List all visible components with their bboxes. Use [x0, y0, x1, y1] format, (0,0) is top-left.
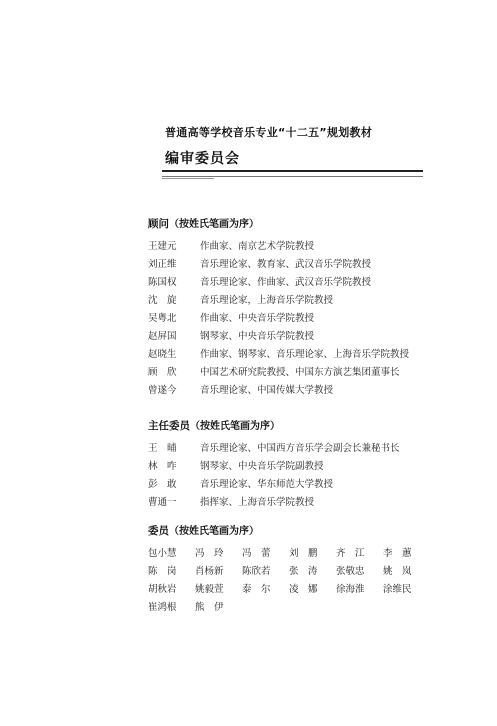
advisor-name: 刘正维	[148, 259, 177, 270]
member-row	[148, 563, 430, 577]
member-row	[148, 581, 430, 595]
member-name: 陈欣若	[242, 566, 271, 577]
directors-heading-note: （按姓氏笔画为序）	[190, 421, 280, 432]
directors-heading	[148, 417, 280, 433]
member-name: 刘 鹏	[289, 548, 318, 559]
member-name: 姚 岚	[383, 566, 412, 577]
advisor-role: 音乐理论家、教育家、武汉音乐学院教授	[200, 259, 372, 270]
directors-heading-text: 主任委员	[148, 420, 190, 432]
advisor-row	[148, 274, 371, 288]
series-title: 普通高等学校音乐专业“十二五”规划教材	[165, 126, 373, 139]
director-row	[148, 440, 400, 454]
advisors-heading-note: （按姓氏笔画为序）	[169, 219, 259, 230]
member-name: 泰 尔	[242, 584, 271, 595]
advisor-name: 吴粤北	[148, 313, 177, 324]
director-role: 钢琴家、中央音乐学院副教授	[200, 461, 324, 472]
member-name: 冯 玲	[195, 548, 224, 559]
member-row	[148, 599, 242, 613]
advisor-row	[148, 256, 371, 270]
advisor-name: 赵屏国	[148, 331, 177, 342]
advisor-name: 陈国权	[148, 277, 177, 288]
title-rule-thin	[162, 176, 423, 177]
advisor-role: 作曲家、南京艺术学院教授	[200, 241, 315, 252]
advisor-row	[148, 346, 409, 360]
members-heading	[148, 522, 259, 538]
member-name: 徐海淮	[336, 584, 365, 595]
member-name: 涂维民	[383, 584, 412, 595]
advisor-role: 音乐理论家，上海音乐学院教授	[200, 295, 334, 306]
advisor-name: 曾遂今	[148, 385, 177, 396]
advisor-row	[148, 364, 400, 378]
member-name: 胡秋岩	[148, 584, 177, 595]
member-name: 崔鸿根	[148, 602, 177, 613]
director-name: 王 晡	[148, 443, 177, 454]
member-name: 凌 娜	[289, 584, 318, 595]
advisor-role: 钢琴家、中央音乐学院教授	[200, 331, 315, 342]
member-row	[148, 545, 430, 559]
advisor-name: 赵晓生	[148, 349, 177, 360]
advisor-role: 作曲家、中央音乐学院教授	[200, 313, 315, 324]
advisor-row	[148, 238, 314, 252]
members-heading-text: 委员	[148, 525, 169, 537]
director-row	[148, 458, 324, 472]
director-name: 林 咋	[148, 461, 177, 472]
title-rule-thick	[162, 170, 423, 172]
member-name: 陈 岗	[148, 566, 177, 577]
director-row	[148, 476, 333, 490]
member-name: 肖杨新	[195, 566, 224, 577]
member-name: 包小慧	[148, 548, 177, 559]
advisor-role: 作曲家、钢琴家、音乐理论家、上海音乐学院教授	[200, 349, 410, 360]
director-role: 音乐理论家、中国西方音乐学会副会长兼秘书长	[200, 443, 400, 454]
member-name: 张敬忠	[336, 566, 365, 577]
member-name: 冯 蕾	[242, 548, 271, 559]
advisor-row	[148, 310, 314, 324]
title-rule-short	[162, 178, 214, 179]
advisors-heading	[148, 215, 259, 231]
director-role: 指挥家、上海音乐学院教授	[200, 497, 315, 508]
director-name: 曹通一	[148, 497, 177, 508]
member-name: 熊 伊	[195, 602, 224, 613]
director-row	[148, 494, 314, 508]
director-name: 彭 敢	[148, 479, 177, 490]
advisor-row	[148, 328, 314, 342]
committee-title: 编审委员会	[165, 151, 240, 167]
advisor-role: 音乐理论家、中国传媒大学教授	[200, 385, 334, 396]
advisor-role: 音乐理论家、作曲家、武汉音乐学院教授	[200, 277, 372, 288]
member-name: 姚毅萱	[195, 584, 224, 595]
director-role: 音乐理论家、华东师范大学教授	[200, 479, 334, 490]
advisor-row	[148, 292, 333, 306]
advisor-name: 顾 欣	[148, 367, 177, 378]
advisor-role: 中国艺术研究院教授、中国东方演艺集团董事长	[200, 367, 400, 378]
members-heading-note: （按姓氏笔画为序）	[169, 526, 259, 537]
advisors-heading-text: 顾问	[148, 218, 169, 230]
member-name: 李 蕙	[383, 548, 412, 559]
member-name: 齐 江	[336, 548, 365, 559]
member-name: 张 涛	[289, 566, 318, 577]
advisor-row	[148, 382, 333, 396]
advisor-name: 沈 旋	[148, 295, 177, 306]
advisor-name: 王建元	[148, 241, 177, 252]
